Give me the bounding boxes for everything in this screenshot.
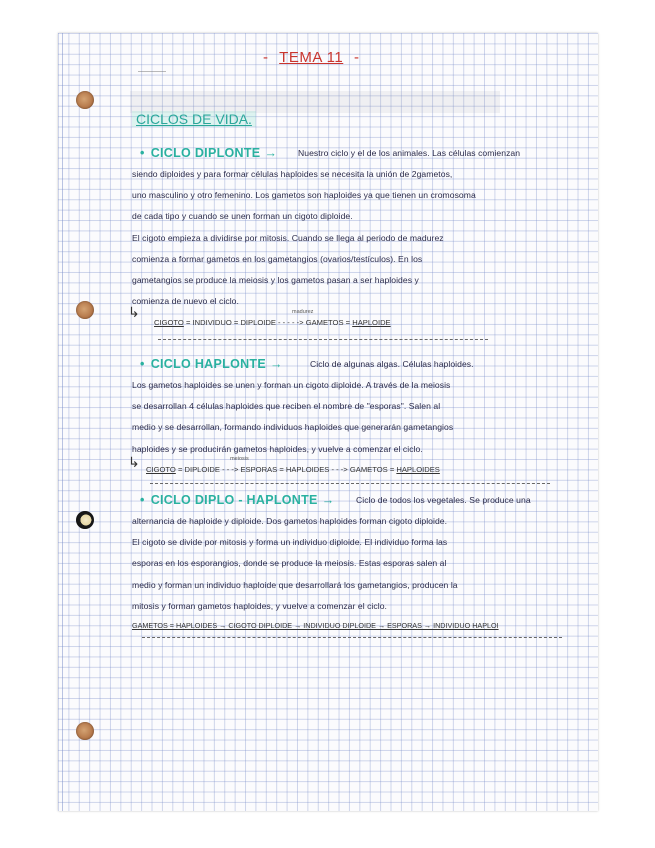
cycle-arrow-text: - - -> xyxy=(331,465,348,474)
cycle-diploide: DIPLOIDE xyxy=(184,465,220,474)
title-dash-right: - xyxy=(353,49,360,66)
haplonte-line-4: haploides y se producirán gametos haploides, y vuelve a comenzar el ciclo. xyxy=(132,443,423,454)
diplohaplonte-line-1: alternancia de haploide y diploide. Dos gametos haploides forman cigoto diploide. xyxy=(132,516,448,526)
cycle-gametos: GAMETOS xyxy=(305,318,344,327)
erased-area xyxy=(130,91,500,113)
bullet-icon: • xyxy=(140,146,145,160)
diplonte-line-4: El cigoto empieza a dividirse por mitosis. Cuando se llega al periodo de madurez xyxy=(132,232,444,243)
cycle-return-line xyxy=(158,339,488,340)
binder-hole xyxy=(76,511,94,529)
diplohaplonte-line-0: Ciclo de todos los vegetales. Se produce una xyxy=(356,495,531,505)
page-margin-line xyxy=(62,33,63,811)
diplonte-line-3: de cada tipo y cuando se unen forman un cigoto diploide. xyxy=(132,211,353,222)
loop-arrow-icon: ↳ xyxy=(128,305,140,321)
haplonte-body xyxy=(132,375,594,460)
cycle-haploides: HAPLOIDES xyxy=(285,465,330,474)
cycle-arrow xyxy=(222,456,249,474)
title-dash-left: - xyxy=(263,49,269,66)
heading-haplonte xyxy=(140,357,287,371)
diplonte-line-2: uno masculino y otro femenino. Los gametos son haploides ya que tienen un cromosoma xyxy=(132,190,476,201)
cycle-equals: = xyxy=(389,465,395,474)
cycle-note: meiosis xyxy=(230,456,249,462)
diplonte-line-0: Nuestro ciclo y el de los animales. Las células comienzan xyxy=(298,148,521,158)
haplonte-line-2: se desarrollan 4 células haploides que reciben el nombre de "esporas". Salen al xyxy=(132,401,441,412)
diplohaplonte-line-5: mitosis y forman gametos haploides, y vuelve a comenzar el ciclo. xyxy=(132,600,387,611)
cycle-equals: = xyxy=(233,318,239,327)
page-title xyxy=(263,49,359,66)
cycle-return-line xyxy=(150,483,550,484)
cycle-arrow xyxy=(278,309,314,327)
notebook-page xyxy=(58,33,598,811)
haplonte-line-3: medio y se desarrollan, formando individuos haploides que generarán gametangios xyxy=(132,422,454,433)
diplohaplonte-cycle: GAMETOS = HAPLOIDES → CIGOTO DIPLOIDE → INDIVIDUO DIPLOIDE → ESPORAS → INDIVIDUO HAPLOI xyxy=(132,621,499,630)
cycle-arrow-text: - - -> xyxy=(222,465,239,474)
cycle-cigoto: CIGOTO xyxy=(146,465,176,474)
diplonte-body xyxy=(132,164,594,312)
diplonte-line-1: siendo diploides y para formar células haploides se necesita la unión de 2gametos, xyxy=(132,169,453,179)
cycle-equals: = xyxy=(345,318,351,327)
heading-diplohaplonte xyxy=(140,493,339,507)
haplonte-cycle xyxy=(146,456,440,474)
bullet-icon: • xyxy=(140,493,145,507)
arrow-right-icon: → xyxy=(321,493,335,507)
loop-arrow-icon: ↳ xyxy=(128,455,140,471)
cycle-note: madurez xyxy=(292,309,314,315)
cycle-esporas: ESPORAS xyxy=(240,465,278,474)
diplohaplonte-line-3: esporas en los esporangios, donde se produce la meiosis. Estas esporas salen al xyxy=(132,558,447,569)
diplonte-line-6: gametangios se produce la meiosis y los gametos pasan a ser haploides y xyxy=(132,275,419,286)
cycle-equals: = xyxy=(177,465,183,474)
diplohaplonte-body xyxy=(132,511,594,617)
cycle-diploide: DIPLOIDE xyxy=(240,318,276,327)
cycle-individuo: INDIVIDUO xyxy=(192,318,232,327)
binder-hole xyxy=(76,722,94,740)
diplonte-line-5: comienza a formar gametos en los gametangios (ovarios/testículos). En los xyxy=(132,253,423,264)
heading-diplonte xyxy=(140,146,281,160)
diplohaplonte-line-4: medio y forman un individuo haploide que desarrollará los gametangios, producen la xyxy=(132,579,458,590)
diplonte-cycle xyxy=(154,309,391,327)
cycle-haploides-end: HAPLOIDES xyxy=(396,465,440,474)
cycle-equals: = xyxy=(279,465,284,474)
cycle-gametos: GAMETOS xyxy=(349,465,388,474)
haplonte-line-1: Los gametos haploides se unen y forman un cigoto diploide. A través de la meiosis xyxy=(132,380,451,390)
binder-hole xyxy=(76,91,94,109)
cycle-arrow-text: - - - - -> xyxy=(278,318,304,327)
cycle-return-line xyxy=(142,637,562,638)
cycle-equals: = xyxy=(185,318,191,327)
bullet-icon: • xyxy=(140,357,145,371)
diplonte-line-7: comienza de nuevo el ciclo. xyxy=(132,296,239,307)
heading-diplohaplonte-text: CICLO DIPLO - HAPLONTE xyxy=(150,493,318,507)
diplohaplonte-line-2: El cigoto se divide por mitosis y forma un individuo diploide. El individuo forma las xyxy=(132,537,448,548)
heading-diplonte-text: CICLO DIPLONTE xyxy=(150,146,261,160)
arrow-right-icon: → xyxy=(270,357,283,371)
cycle-cigoto: CIGOTO xyxy=(154,318,184,327)
title-text: TEMA 11 xyxy=(279,49,344,66)
section-title: CICLOS DE VIDA. xyxy=(132,111,256,127)
haplonte-line-0: Ciclo de algunas algas. Células haploides. xyxy=(310,359,474,369)
pencil-smudge xyxy=(138,67,166,72)
binder-hole xyxy=(76,301,94,319)
cycle-haploide: HAPLOIDE xyxy=(352,318,391,327)
heading-haplonte-text: CICLO HAPLONTE xyxy=(150,357,266,371)
arrow-right-icon: → xyxy=(264,146,278,160)
